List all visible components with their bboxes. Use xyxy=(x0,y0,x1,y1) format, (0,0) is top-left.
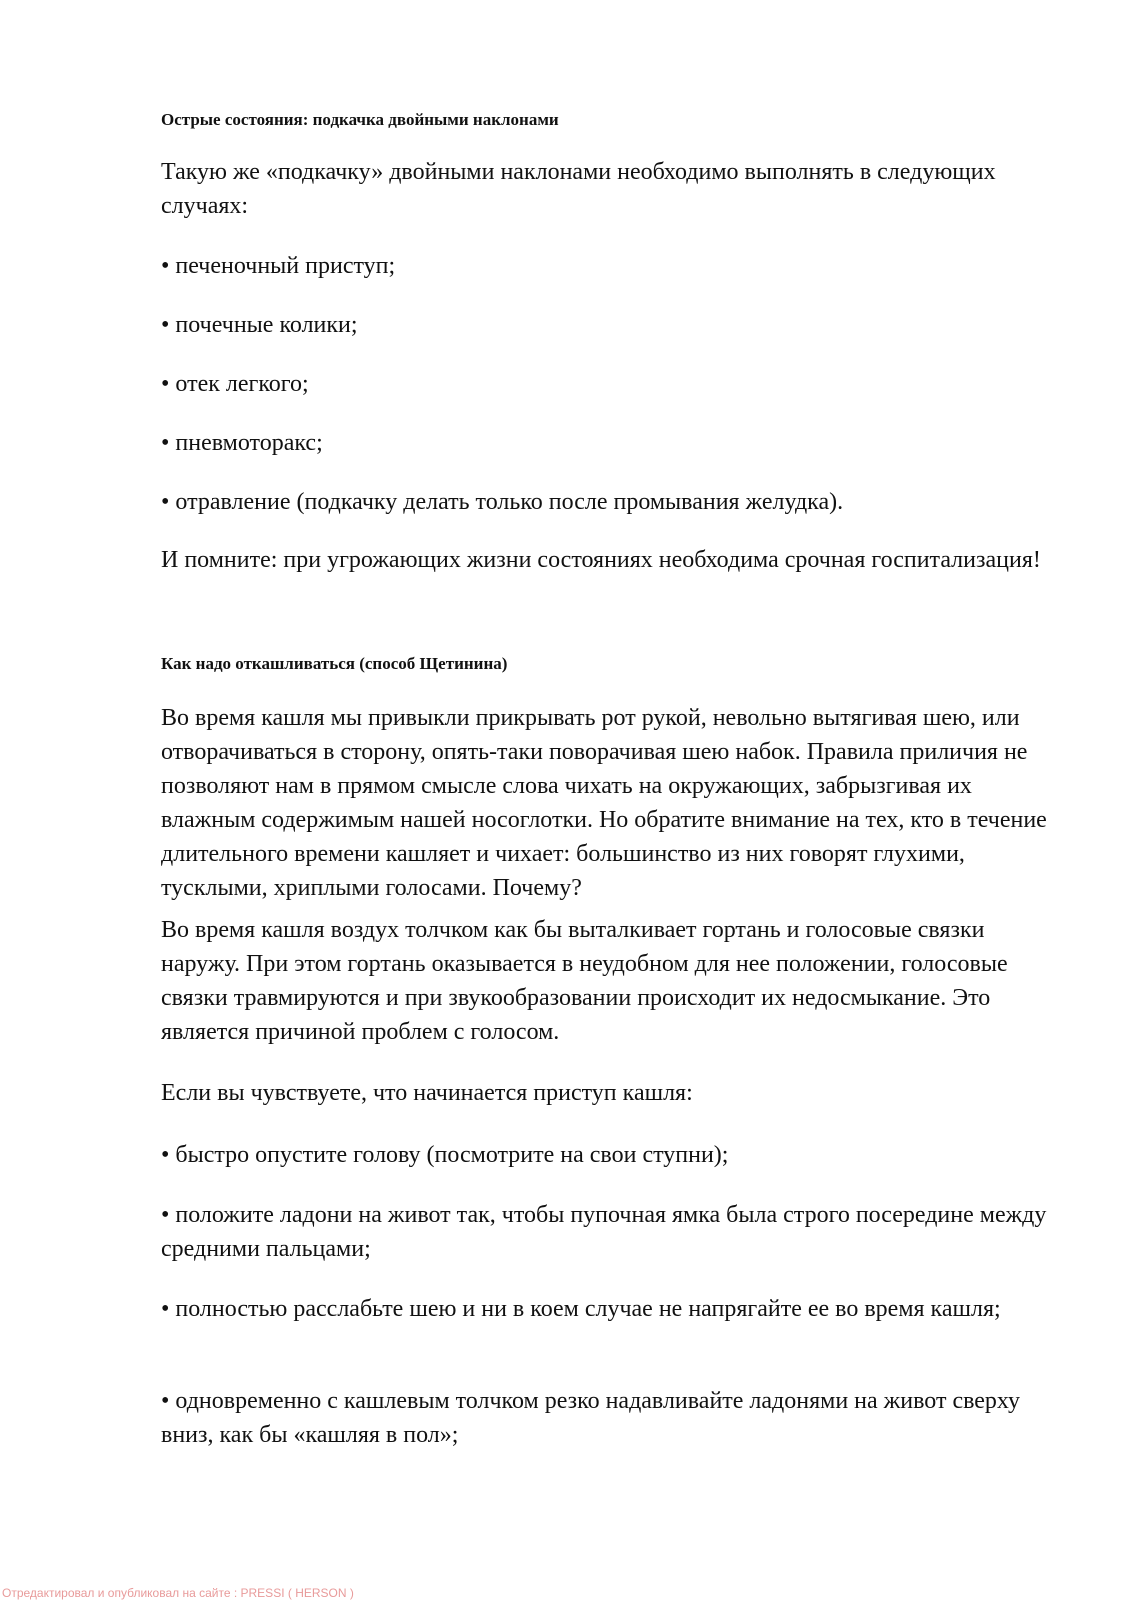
list-item: • печеночный приступ; xyxy=(161,253,396,279)
hospitalization-note: И помните: при угрожающих жизни состояниях необходима срочная госпитализация! xyxy=(161,547,1041,573)
list-item: • положите ладони на живот так, чтобы пупочная ямка была строго посередине между средними пальцами; xyxy=(161,1202,1047,1262)
coughing-paragraph-3: Если вы чувствуете, что начинается приступ кашля: xyxy=(161,1080,693,1106)
list-item: • отек легкого; xyxy=(161,371,309,397)
intro-paragraph: Такую же «подкачку» двойными наклонами необходимо выполнять в следующих случаях: xyxy=(161,159,996,219)
list-item: • отравление (подкачку делать только после промывания желудка). xyxy=(161,489,844,515)
section-heading-acute-states: Острые состояния: подкачка двойными наклонами xyxy=(161,110,559,129)
list-item: • быстро опустите голову (посмотрите на свои ступни); xyxy=(161,1142,729,1168)
coughing-paragraph-2: Во время кашля воздух толчком как бы выталкивает гортань и голосовые связки наружу. При этом гортань оказывается в неудобном для нее положении, голосовые связки травмируются и при звукообразовании происходит их недосмыкание. Это является причиной проблем с голосом. xyxy=(161,917,1008,1045)
list-item: • одновременно с кашлевым толчком резко надавливайте ладонями на живот сверху вниз, как бы «кашляя в пол»; xyxy=(161,1388,1021,1448)
coughing-paragraph-1: Во время кашля мы привыкли прикрывать рот рукой, невольно вытягивая шею, или отворачиваться в сторону, опять-таки поворачивая шею набок. Правила приличия не позволяют нам в прямом смысле слова чихать на окружающих, забрызгивая их влажным содержимым нашей носоглотки. Но обратите внимание на тех, кто в течение длительного времени кашляет и чихает: большинство из них говорят глухими, тусклыми, хриплыми голосами. Почему? xyxy=(161,705,1047,901)
publisher-footer: Отредактировал и опубликовал на сайте : PRESSI ( HERSON ) xyxy=(2,1586,354,1600)
list-item: • пневмоторакс; xyxy=(161,430,323,456)
list-item: • почечные колики; xyxy=(161,312,358,338)
list-item: • полностью расслабьте шею и ни в коем случае не напрягайте ее во время кашля; xyxy=(161,1296,1001,1322)
section-heading-coughing: Как надо откашливаться (способ Щетинина) xyxy=(161,654,508,673)
